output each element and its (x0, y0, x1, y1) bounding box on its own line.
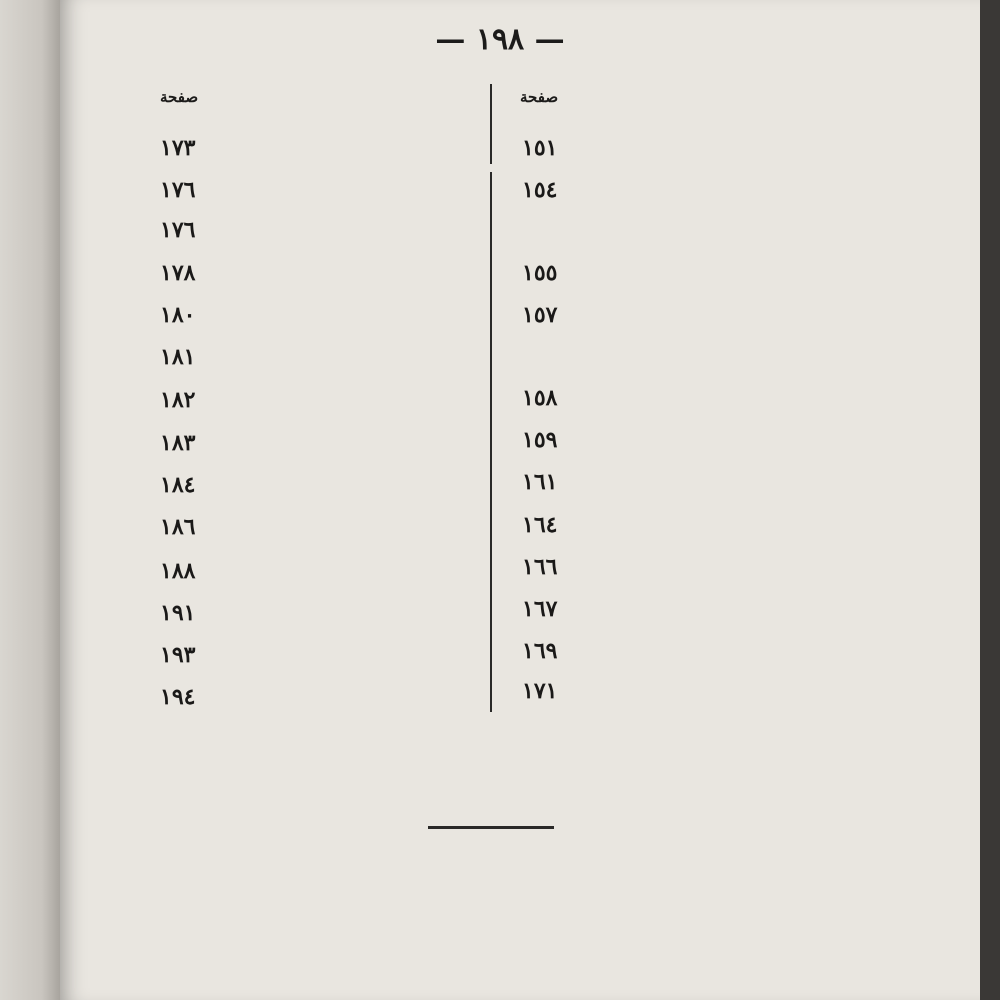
page-number: — ١٩٨ — (435, 22, 565, 57)
left-entry-page: ١٧٣ (160, 135, 196, 161)
left-column-header: صفحة (160, 88, 199, 106)
left-entry-page: ١٧٦ (160, 177, 196, 203)
end-rule (428, 826, 554, 829)
right-entry-page: ١٦٦ (522, 554, 558, 580)
right-entry-page: ١٥١ (522, 135, 558, 161)
right-entry-page: ١٦٩ (522, 638, 558, 664)
right-entry-page: ١٥٥ (522, 260, 558, 286)
left-entry-page: ١٨٣ (160, 430, 196, 456)
column-divider (490, 172, 492, 712)
right-entry-page: ١٦١ (522, 469, 558, 495)
left-entry-page: ١٨٦ (160, 514, 196, 540)
left-entry-page: ١٩٤ (160, 684, 196, 710)
left-entry-page: ١٨٨ (160, 558, 196, 584)
right-entry-page: ١٥٩ (522, 427, 558, 453)
right-column-header: صفحة (520, 88, 559, 106)
left-entry-page: ١٩٣ (160, 642, 196, 668)
left-entry-page: ١٨٠ (160, 302, 196, 328)
column-divider-top (490, 84, 492, 164)
left-entry-page: ١٨٢ (160, 387, 196, 413)
left-entry-page: ١٧٦ (160, 217, 196, 243)
left-entry-page: ١٩١ (160, 600, 196, 626)
right-entry-page: ١٦٤ (522, 512, 558, 538)
right-entry-page: ١٥٨ (522, 385, 558, 411)
right-entry-page: ١٦٧ (522, 596, 558, 622)
left-entry-page: ١٨٤ (160, 472, 196, 498)
right-entry-page: ١٧١ (522, 678, 558, 704)
book-gutter (0, 0, 60, 1000)
left-entry-page: ١٨١ (160, 344, 196, 370)
right-entry-page: ١٥٤ (522, 177, 558, 203)
left-entry-page: ١٧٨ (160, 260, 196, 286)
book-page (60, 0, 980, 1000)
right-entry-page: ١٥٧ (522, 302, 558, 328)
